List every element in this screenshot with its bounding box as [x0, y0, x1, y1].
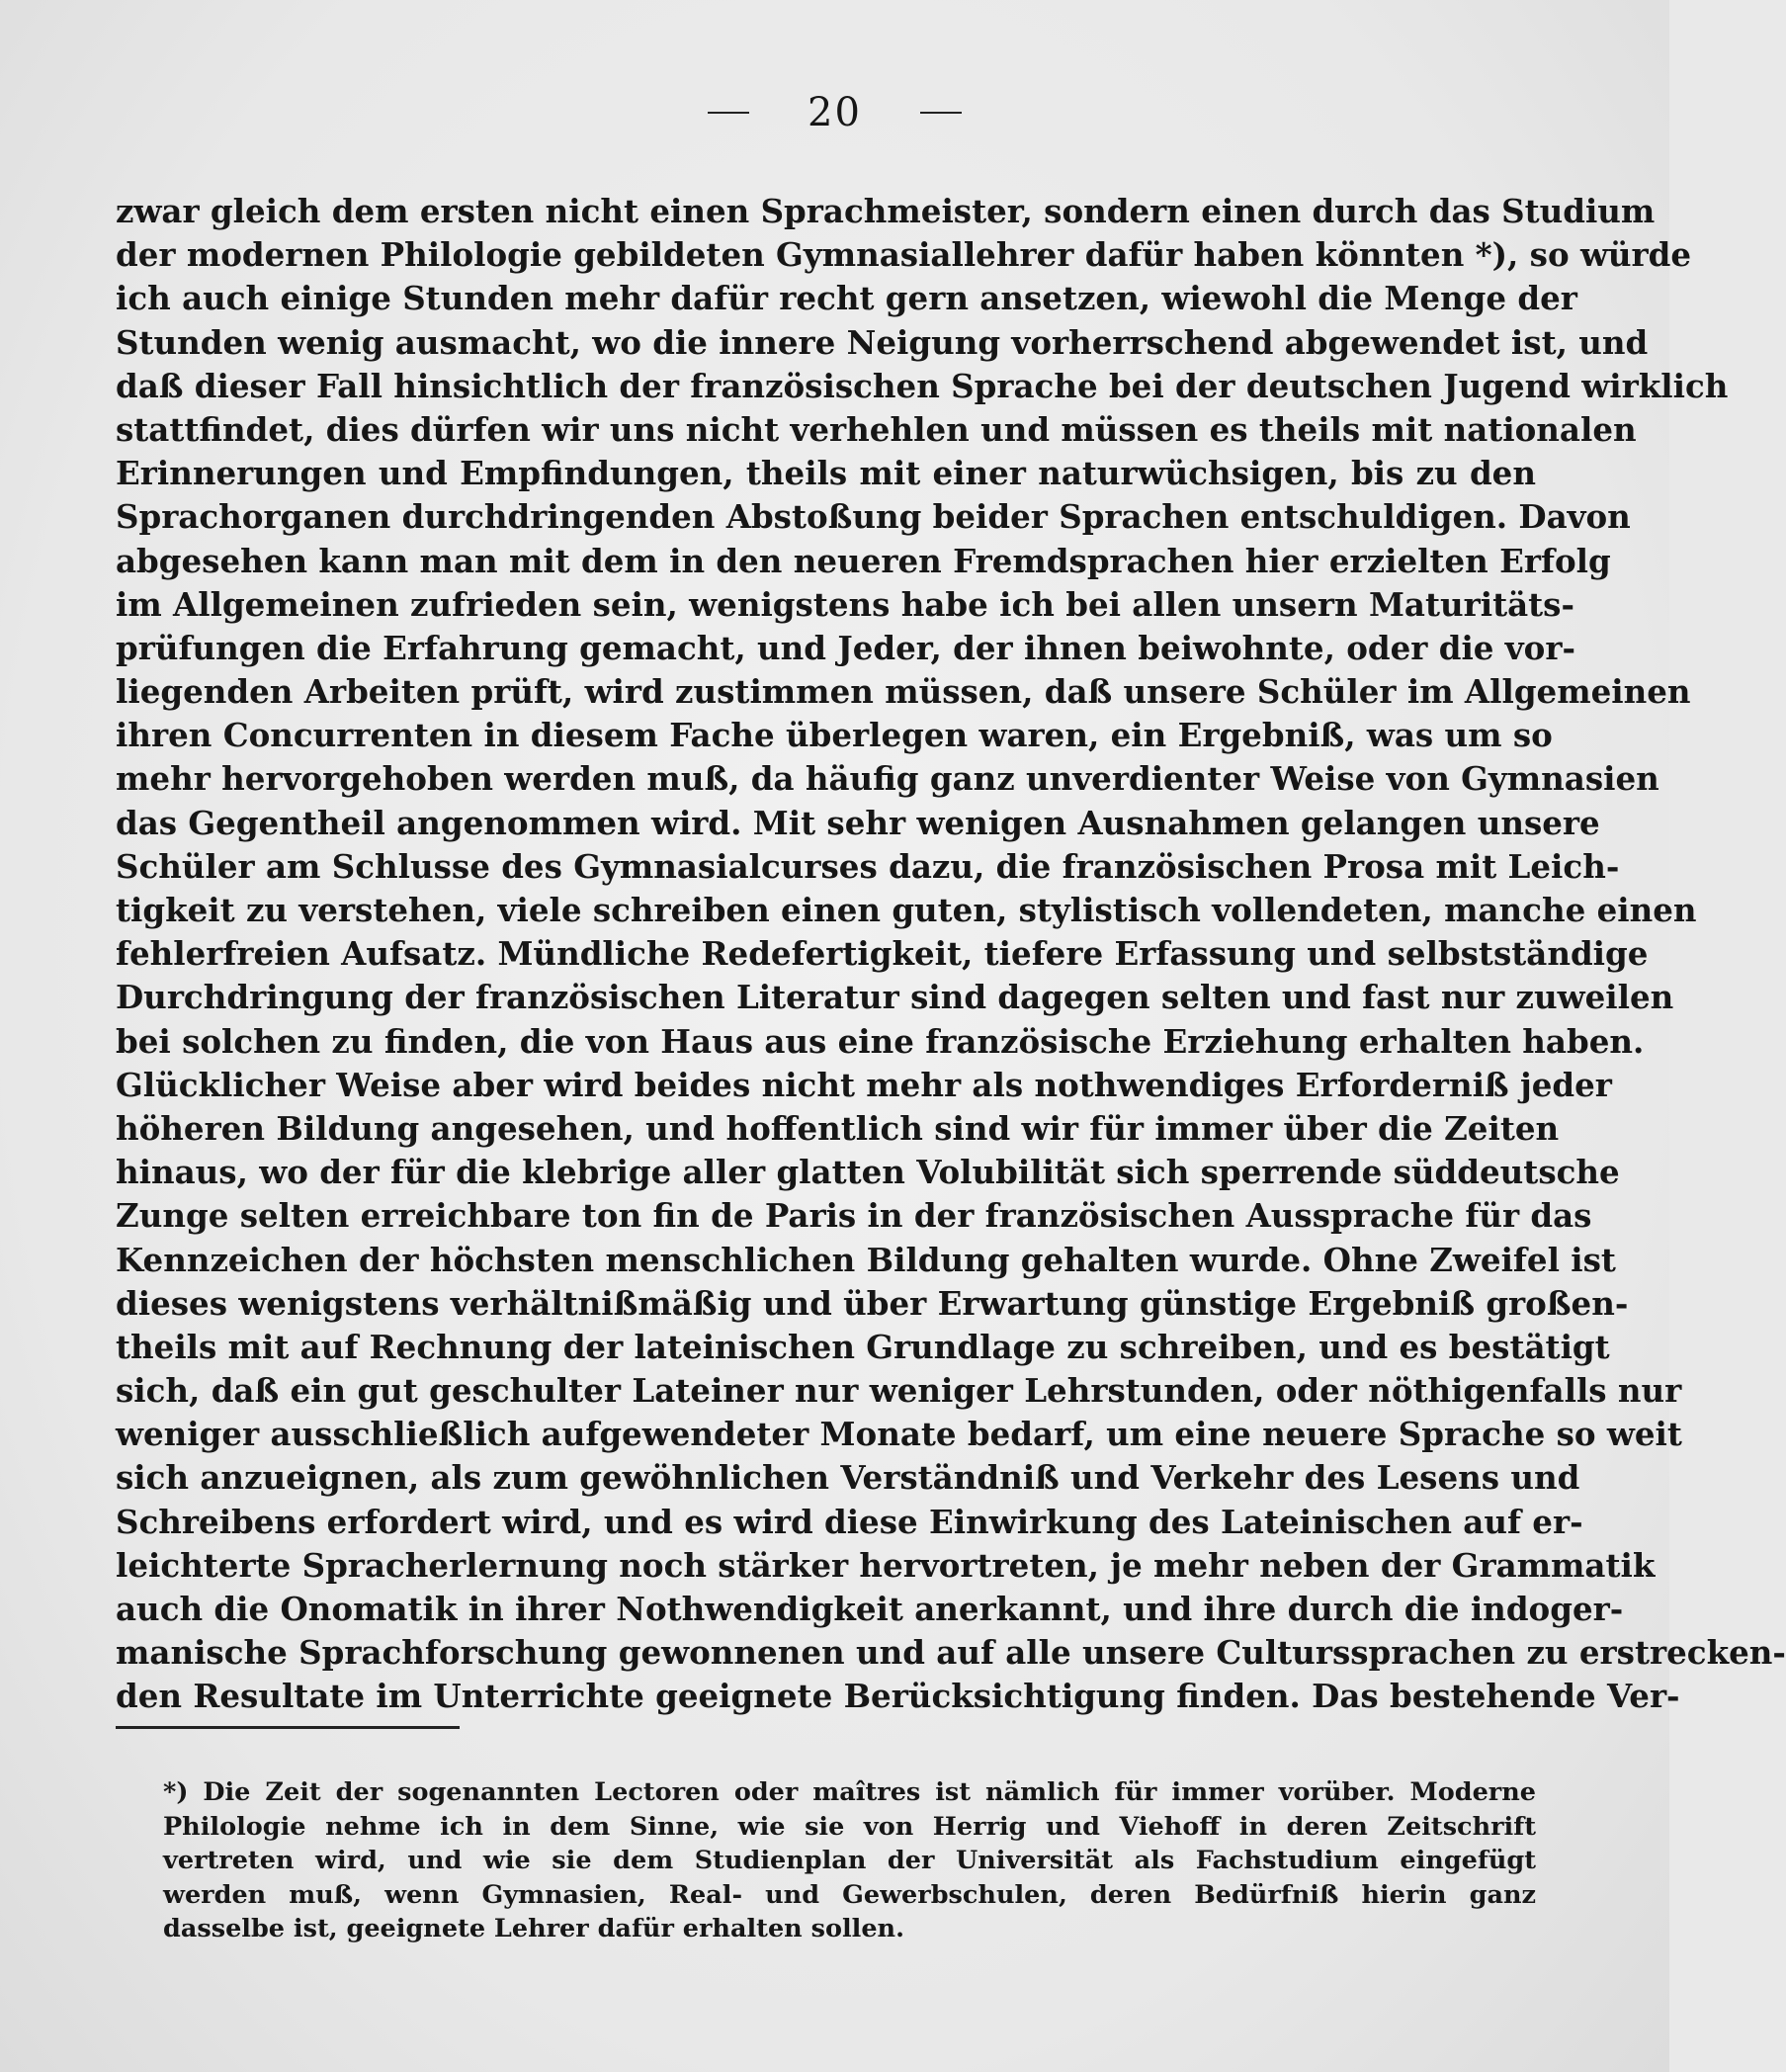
body-line: im Allgemeinen zufrieden sein, wenigstens habe ich bei allen unsern Maturitäts-: [116, 584, 1574, 624]
footnote: [116, 1775, 1536, 1946]
body-line: dieses wenigstens verhältnißmäßig und über Erwartung günstige Ergebniß großen-: [116, 1283, 1629, 1323]
page-number: 20: [808, 90, 862, 135]
body-line: weniger ausschließlich aufgewendeter Monate bedarf, um eine neuere Sprache so weit: [116, 1415, 1682, 1454]
body-line: liegenden Arbeiten prüft, wird zustimmen müssen, daß unsere Schüler im Allgemeinen: [116, 672, 1691, 712]
body-line: Sprachorganen durchdringenden Abstoßung beider Sprachen entschuldigen. Davon: [116, 497, 1631, 537]
body-line: ich auch einige Stunden mehr dafür recht gern ansetzen, wiewohl die Menge der: [116, 279, 1577, 318]
body-line: ihren Concurrenten in diesem Fache überlegen waren, ein Ergebniß, was um so: [116, 716, 1553, 755]
header-dash-right: [920, 112, 962, 114]
body-line: auch die Onomatik in ihrer Nothwendigkeit anerkannt, und ihre durch die indoger-: [116, 1590, 1624, 1628]
body-line: Schreibens erfordert wird, und es wird diese Einwirkung des Lateinischen auf er-: [116, 1502, 1583, 1541]
body-text: [116, 190, 1786, 1719]
body-line: Stunden wenig ausmacht, wo die innere Neigung vorherrschend abgewendet ist, und: [116, 322, 1649, 362]
body-line: sich anzueignen, als zum gewöhnlichen Verständniß und Verkehr des Lesens und: [116, 1458, 1580, 1498]
body-line: theils mit auf Rechnung der lateinischen Grundlage zu schreiben, und es bestätigt: [116, 1327, 1610, 1366]
body-line: daß dieser Fall hinsichtlich der französischen Sprache bei der deutschen Jugend wirklich: [116, 366, 1729, 405]
body-line: abgesehen kann man mit dem in den neueren Fremdsprachen hier erzielten Erfolg: [116, 541, 1611, 580]
body-line: Durchdringung der französischen Literatur sind dagegen selten und fast nur zuweilen: [116, 978, 1674, 1017]
footnote-rule: [116, 1726, 460, 1729]
page-header: [0, 87, 1669, 135]
footnote-line: vertreten wird, und wie sie dem Studienplan der Universität als Fachstudium eingefügt: [163, 1846, 1536, 1875]
body-line: hinaus, wo der für die klebrige aller glatten Volubilität sich sperrende süddeutsche: [116, 1153, 1620, 1192]
body-line: tigkeit zu verstehen, viele schreiben einen guten, stylistisch vollendeten, manche einen: [116, 891, 1697, 929]
body-line: mehr hervorgehoben werden muß, da häufig ganz unverdienter Weise von Gymnasien: [116, 759, 1659, 799]
body-line: prüfungen die Erfahrung gemacht, und Jeder, der ihnen beiwohnte, oder die vor-: [116, 628, 1575, 667]
body-line: das Gegentheil angenommen wird. Mit sehr wenigen Ausnahmen gelangen unsere: [116, 803, 1600, 842]
body-line: Schüler am Schlusse des Gymnasialcurses dazu, die französischen Prosa mit Leich-: [116, 846, 1620, 886]
footnote-line: *) Die Zeit der sogenannten Lectoren oder maîtres ist nämlich für immer vorüber. Moderne: [163, 1777, 1536, 1807]
body-line: der modernen Philologie gebildeten Gymnasiallehrer dafür haben könnten *), so würde: [116, 235, 1692, 275]
footnote-line: dasselbe ist, geeignete Lehrer dafür erhalten sollen.: [163, 1914, 904, 1943]
body-line: bei solchen zu finden, die von Haus aus eine französische Erziehung erhalten haben.: [116, 1021, 1645, 1061]
body-line: manische Sprachforschung gewonnenen und auf alle unsere Culturssprachen zu erstrecken-: [116, 1633, 1786, 1673]
body-line: Erinnerungen und Empfindungen, theils mit einer naturwüchsigen, bis zu den: [116, 454, 1536, 493]
body-line: höheren Bildung angesehen, und hoffentlich sind wir für immer über die Zeiten: [116, 1108, 1560, 1148]
body-line: den Resultate im Unterrichte geeignete Berücksichtigung finden. Das bestehende Ver-: [116, 1677, 1680, 1716]
body-line: fehlerfreien Aufsatz. Mündliche Redefertigkeit, tiefere Erfassung und selbstständige: [116, 934, 1649, 974]
body-line: Glücklicher Weise aber wird beides nicht mehr als nothwendiges Erforderniß jeder: [116, 1065, 1612, 1104]
body-line: zwar gleich dem ersten nicht einen Sprachmeister, sondern einen durch das Studium: [116, 192, 1656, 230]
footnote-line: werden muß, wenn Gymnasien, Real- und Gewerbschulen, deren Bedürfniß hierin ganz: [163, 1879, 1536, 1910]
body-line: sich, daß ein gut geschulter Lateiner nur weniger Lehrstunden, oder nöthigenfalls nur: [116, 1371, 1682, 1411]
footnote-line: Philologie nehme ich in dem Sinne, wie sie von Herrig und Viehoff in deren Zeitschrift: [163, 1811, 1536, 1842]
body-line: leichterte Spracherlernung noch stärker hervortreten, je mehr neben der Grammatik: [116, 1545, 1656, 1585]
header-dash-left: [708, 112, 749, 114]
body-line: Kennzeichen der höchsten menschlichen Bildung gehalten wurde. Ohne Zweifel ist: [116, 1240, 1616, 1279]
body-line: Zunge selten erreichbare ton fin de Paris in der französischen Aussprache für das: [116, 1196, 1592, 1236]
body-line: stattfindet, dies dürfen wir uns nicht verhehlen und müssen es theils mit nationalen: [116, 409, 1637, 449]
